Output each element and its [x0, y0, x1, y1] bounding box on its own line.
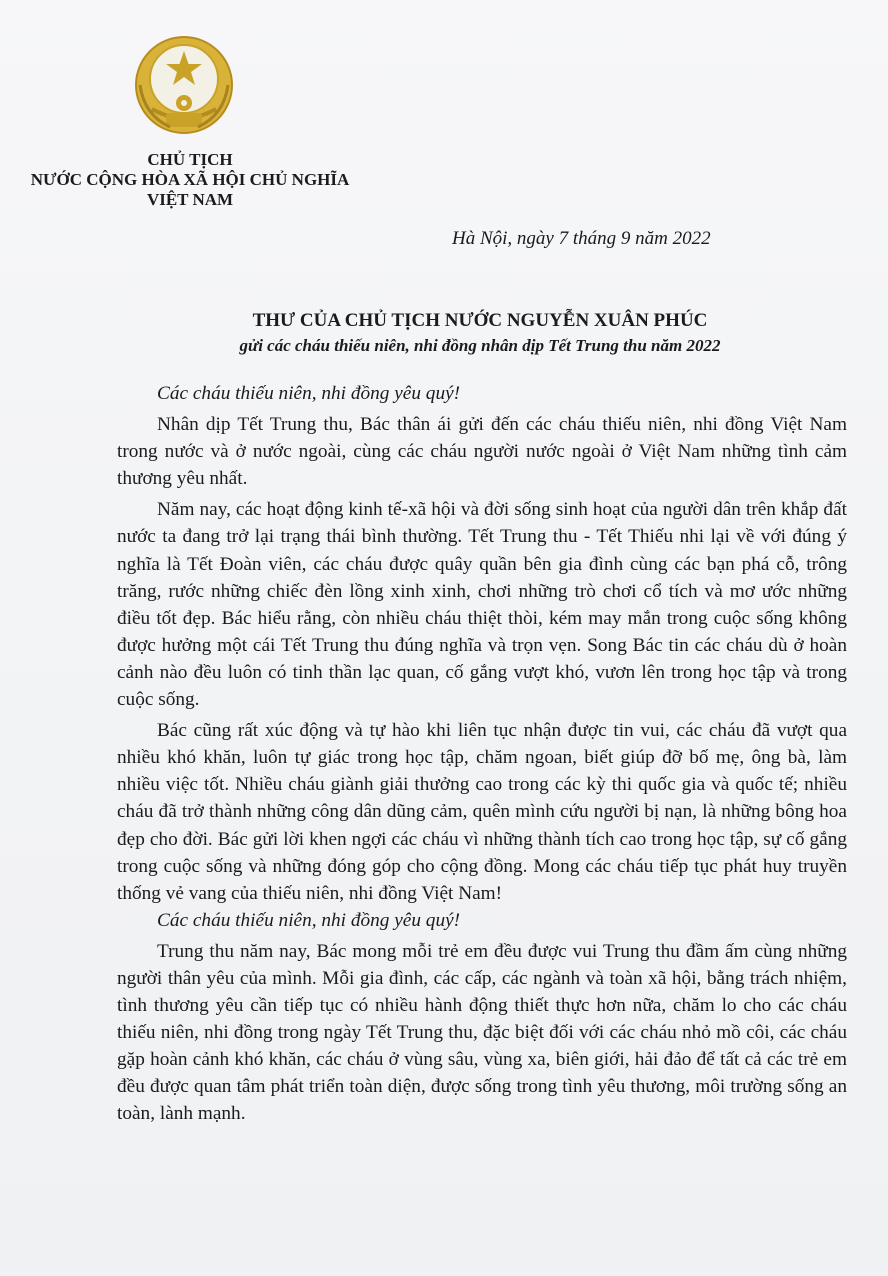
letter-subtitle: gửi các cháu thiếu niên, nhi đồng nhân dịp Tết Trung thu năm 2022 [239, 336, 721, 355]
authority-line-3: VIỆT NAM [146, 190, 234, 209]
paragraph-3: Bác cũng rất xúc động và tự hào khi liên tục nhận được tin vui, các cháu đã vượt qua nhiều khó khăn, luôn tự giác trong học tập, chăm ngoan, biết giúp đỡ bố mẹ, ông bà, làm nhiều việc tốt. Nhiều cháu giành giải thưởng cao trong các kỳ thi quốc gia và quốc tế; nhiều cháu đã trở thành những công dân dũng cảm, quên mình cứu người bị nạn, là những bông hoa đẹp cho đời. Bác gửi lời khen ngợi các cháu vì những thành tích cao trong học tập, sự cố gắng trong cuộc sống và những đóng góp cho cộng đồng. Mong các cháu tiếp tục phát huy truyền thống vẻ vang của thiếu niên, nhi đồng Việt Nam! [117, 720, 847, 904]
paragraph-4: Trung thu năm nay, Bác mong mỗi trẻ em đều được vui Trung thu đầm ấm cùng những người thân yêu của mình. Mỗi gia đình, các cấp, các ngành và toàn xã hội, bằng trách nhiệm, tình thương yêu cần tiếp tục có nhiều hành động thiết thực hơn nữa, chăm lo cho các cháu thiếu niên, nhi đồng trong ngày Tết Trung thu, đặc biệt đối với các cháu nhỏ mồ côi, các cháu gặp hoàn cảnh khó khăn, các cháu ở vùng sâu, vùng xa, biên giới, hải đảo để tất cả các trẻ em đều được quan tâm phát triển toàn diện, được sống trong tình yêu thương, môi trường sống an toàn, lành mạnh. [117, 940, 847, 1125]
letter-title: THƯ CỦA CHỦ TỊCH NƯỚC NGUYỄN XUÂN PHÚC [252, 310, 708, 331]
date-line: Hà Nội, ngày 7 tháng 9 năm 2022 [452, 228, 711, 249]
authority-line-1: CHỦ TỊCH [147, 150, 233, 169]
paragraph-2: Năm nay, các hoạt động kinh tế-xã hội và đời sống sinh hoạt của người dân trên khắp đất nước ta đang trở lại trạng thái bình thường. Tết Trung thu - Tết Thiếu nhi lại về với đúng ý nghĩa là Tết Đoàn viên, các cháu được quây quần bên gia đình cùng các bạn phá cỗ, trông trăng, rước những chiếc đèn lồng xinh xinh, chơi những trò chơi cổ tích và mơ ước những điều tốt đẹp. Bác hiểu rằng, còn nhiều cháu thiệt thòi, kém may mắn trong cuộc sống không được hưởng một cái Tết Trung thu đúng nghĩa và trọn vẹn. Song Bác tin các cháu dù ở hoàn cảnh nào đều luôn có tinh thần lạc quan, cố gắng vượt khó, vươn lên trong học tập và trong cuộc sống. [117, 499, 847, 711]
authority-line-2: NƯỚC CỘNG HÒA XÃ HỘI CHỦ NGHĨA [30, 170, 350, 189]
national-emblem-icon [130, 35, 238, 139]
greeting-2: Các cháu thiếu niên, nhi đồng yêu quý! [157, 909, 461, 931]
greeting-1: Các cháu thiếu niên, nhi đồng yêu quý! [157, 383, 461, 404]
letter-body [117, 380, 847, 1128]
issuing-authority [0, 150, 380, 210]
paragraph-1: Nhân dịp Tết Trung thu, Bác thân ái gửi đến các cháu thiếu niên, nhi đồng Việt Nam trong nước và ở nước ngoài, cùng các cháu người nước ngoài ở Việt Nam những tình cảm thương yêu nhất. [117, 414, 847, 490]
